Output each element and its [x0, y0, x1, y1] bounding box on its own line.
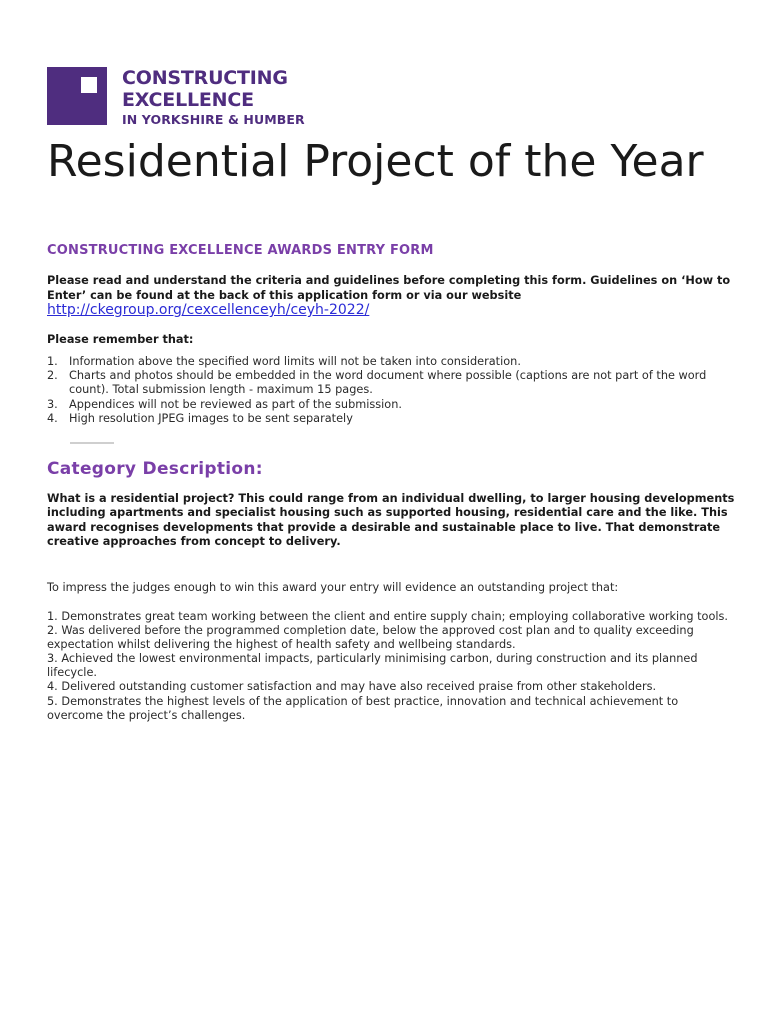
constructing-excellence-logo: [47, 67, 317, 127]
criteria-points: [47, 610, 737, 723]
list-item: [47, 412, 737, 426]
impress-text: To impress the judges enough to win this award your entry will evidence an outstanding project that:: [47, 581, 619, 594]
list-item: [47, 355, 737, 369]
list-item-text: High resolution JPEG images to be sent separately: [69, 411, 353, 425]
category-heading: Category Description:: [47, 459, 263, 479]
logo-line-2: EXCELLENCE: [122, 89, 254, 111]
list-item-number: 3.: [47, 397, 58, 411]
list-item-number: 1.: [47, 355, 58, 368]
guidelines-link[interactable]: http://ckegroup.org/cexcellenceyh/ceyh-2022/: [47, 302, 370, 318]
logo-square-icon: [47, 67, 107, 125]
list-item: [47, 369, 737, 397]
logo-line-3: IN YORKSHIRE & HUMBER: [122, 112, 305, 127]
logo-line-1: CONSTRUCTING: [122, 67, 288, 89]
category-description: What is a residential project? This could range from an individual dwelling, to larger housing developments including apartments and specialist housing such as supported housing, residential care and the like. This award recognises developments that provide a desirable and sustainable place to live. That demonstrate creative approaches from concept to delivery.: [47, 492, 735, 548]
intro-text: Please read and understand the criteria and guidelines before completing this form. Guidelines on ‘How to Enter’ can be found at the back of this application form or via our website: [47, 274, 731, 302]
logo-text: [122, 67, 305, 128]
criteria-point: 3. Achieved the lowest environmental impacts, particularly minimising carbon, during construction and its planned lifecycle.: [47, 652, 698, 680]
criteria-point: 1. Demonstrates great team working between the client and entire supply chain; employing collaborative working tools.: [47, 610, 728, 623]
list-item-text: Charts and photos should be embedded in the word document where possible (captions are not part of the word count). Total submission length - maximum 15 pages.: [69, 369, 707, 397]
remember-list: [47, 355, 737, 426]
list-item-text: Appendices will not be reviewed as part of the submission.: [69, 397, 402, 411]
intro-paragraph: [47, 274, 737, 319]
criteria-point: 5. Demonstrates the highest levels of the application of best practice, innovation and technical achievement to overcome the project’s challenges.: [47, 694, 679, 722]
list-item-text: Information above the specified word limits will not be taken into consideration.: [69, 355, 521, 368]
criteria-point: 2. Was delivered before the programmed completion date, below the approved cost plan and to quality exceeding expectation whilst delivering the highest of health safety and wellbeing standards.: [47, 624, 694, 652]
list-item-number: 2.: [47, 369, 58, 383]
remember-heading: Please remember that:: [47, 333, 194, 346]
form-subtitle: CONSTRUCTING EXCELLENCE AWARDS ENTRY FORM: [47, 243, 434, 258]
criteria-point: 4. Delivered outstanding customer satisfaction and may have also received praise from other stakeholders.: [47, 680, 657, 694]
list-item: [47, 398, 737, 412]
list-item-number: 4.: [47, 411, 58, 425]
divider: [70, 442, 114, 444]
page-title: Residential Project of the Year: [47, 136, 704, 187]
